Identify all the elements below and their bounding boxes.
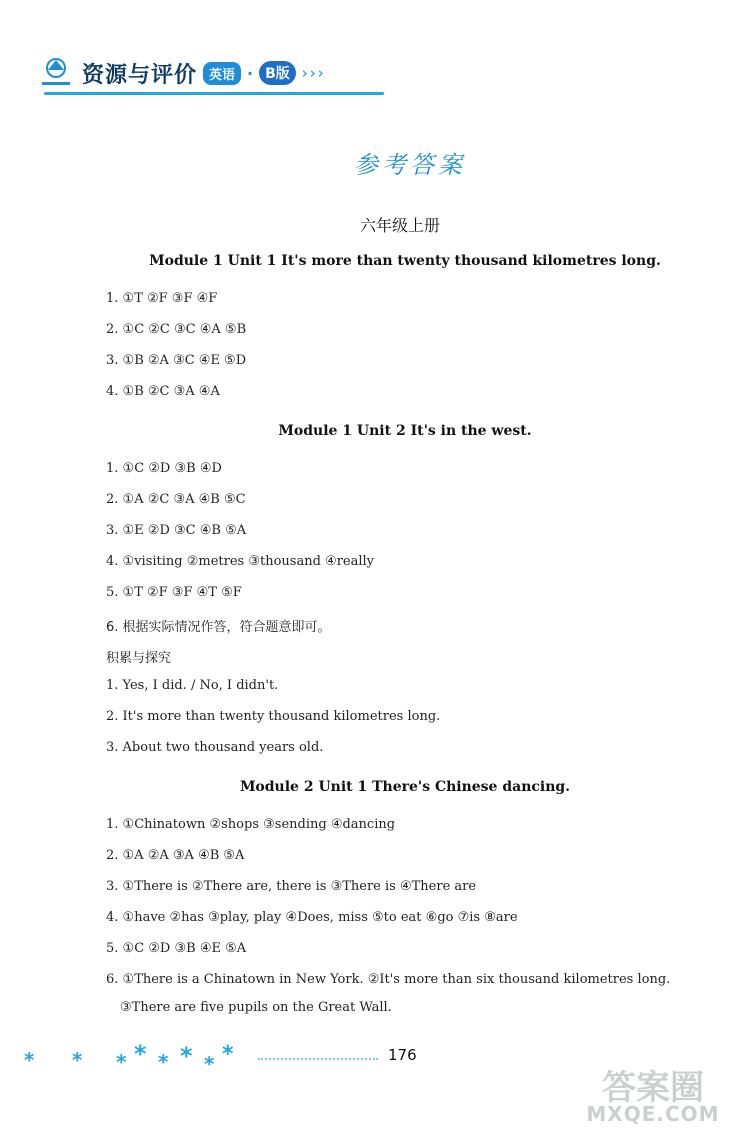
answer-line: 3. About two thousand years old.: [106, 740, 324, 755]
subject-badge: 英语: [203, 62, 241, 85]
star-icon: *: [134, 1040, 147, 1068]
answer-line: 2. ①A ②C ③A ④B ⑤C: [106, 492, 246, 507]
answer-line: 1. ①C ②D ③B ④D: [106, 461, 222, 476]
answer-line: 2. It's more than twenty thousand kilometres long.: [106, 709, 441, 724]
answer-line: 5. ①T ②F ③F ④T ⑤F: [106, 585, 242, 600]
star-icon: *: [72, 1048, 83, 1072]
chevrons-icon: ›››: [301, 64, 326, 82]
header-title-block: [82, 58, 326, 88]
section-title: Module 2 Unit 1 There's Chinese dancing.: [239, 779, 571, 795]
answer-line: 1. ①T ②F ③F ④F: [106, 291, 218, 306]
answer-line: 4. ①have ②has ③play, play ④Does, miss ⑤to eat ⑥go ⑦is ⑧are: [106, 910, 518, 925]
answer-line: 3. ①E ②D ③C ④B ⑤A: [106, 523, 247, 538]
answer-line: 1. ①Chinatown ②shops ③sending ④dancing: [106, 817, 396, 832]
grade-subheading: 六年级上册: [359, 216, 440, 235]
subsection-label: 积累与探究: [106, 651, 172, 666]
book-header: [38, 52, 378, 100]
section-title: Module 1 Unit 1 It's more than twenty thousand kilometres long.: [149, 253, 661, 269]
star-icon: *: [116, 1050, 127, 1074]
header-underline: [44, 92, 384, 95]
answer-line: 2. ①C ②C ③C ④A ⑤B: [106, 322, 247, 337]
footer-dotted-rule: [258, 1058, 378, 1060]
star-icon: *: [24, 1048, 35, 1072]
answer-line: 6. ①There is a Chinatown in New York. ②It's more than six thousand kilometres long.: [106, 972, 671, 987]
answer-line: 5. ①C ②D ③B ④E ⑤A: [106, 941, 247, 956]
section-title: Module 1 Unit 2 It's in the west.: [278, 423, 532, 439]
answer-line: 4. ①visiting ②metres ③thousand ④really: [106, 554, 375, 569]
header-separator: ·: [247, 63, 254, 83]
footer-stars-decoration: [24, 1040, 254, 1076]
answer-line: ③There are five pupils on the Great Wall.: [120, 1000, 392, 1015]
page-number: 176: [388, 1046, 417, 1064]
star-icon: *: [204, 1052, 215, 1076]
star-icon: *: [158, 1050, 169, 1074]
publisher-logo-icon: [38, 54, 74, 90]
star-icon: *: [222, 1042, 234, 1067]
answer-line: 2. ①A ②A ③A ④B ⑤A: [106, 848, 245, 863]
watermark-logo: [568, 1060, 738, 1126]
watermark-cn: 答案圈: [602, 1068, 704, 1108]
watermark-en: MXQE.COM: [586, 1102, 720, 1126]
answer-line: 3. ①There is ②There are, there is ③There is ④There are: [106, 879, 477, 894]
answer-line: 6. 根据实际情况作答，符合题意即可。: [106, 620, 331, 635]
answer-line: 1. Yes, I did. / No, I didn't.: [106, 678, 279, 693]
book-title: 资源与评价: [82, 62, 198, 88]
star-icon: *: [180, 1042, 193, 1070]
answer-line: 3. ①B ②A ③C ④E ⑤D: [106, 353, 247, 368]
page-heading: 参考答案: [354, 151, 466, 179]
edition-badge: B版: [259, 61, 296, 85]
answer-line: 4. ①B ②C ③A ④A: [106, 384, 220, 399]
